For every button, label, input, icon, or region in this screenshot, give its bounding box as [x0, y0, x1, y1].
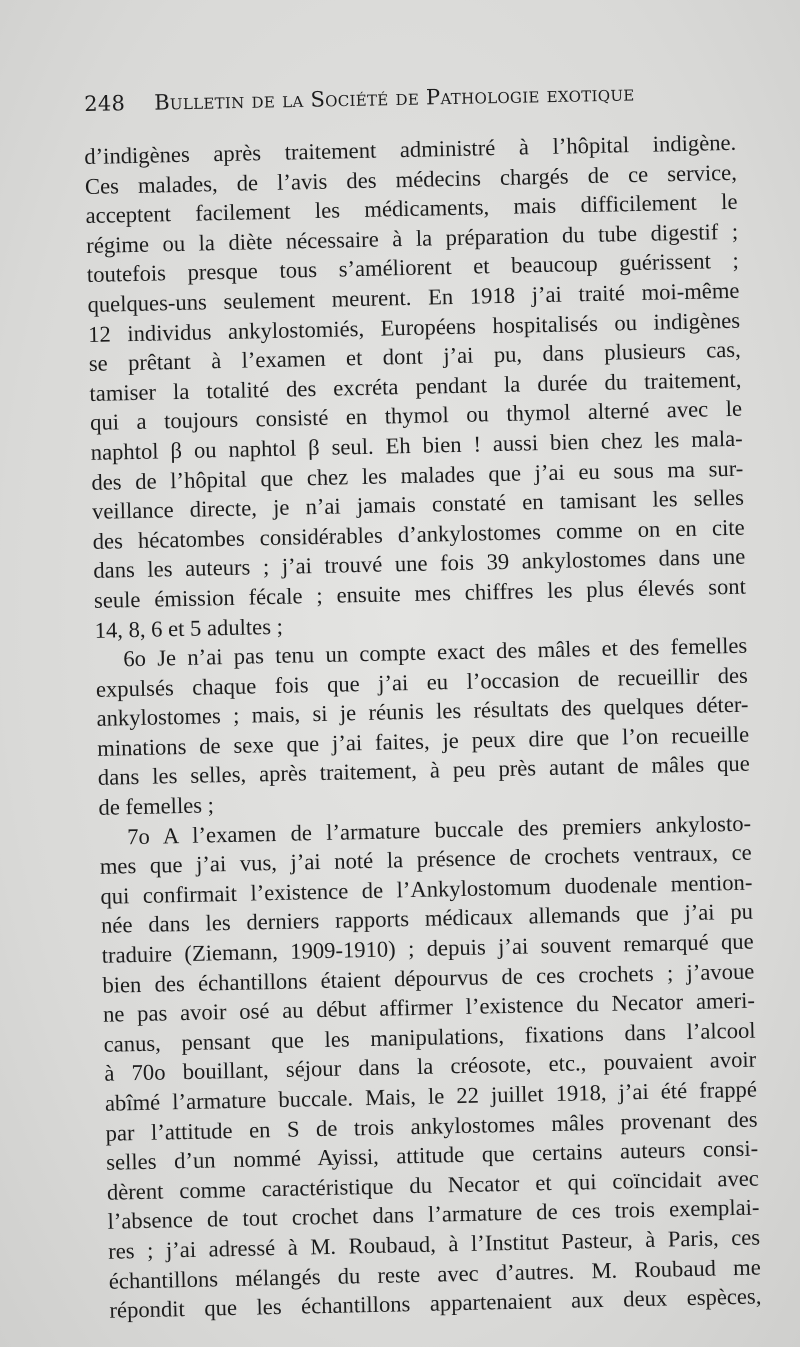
text-line: échantillons mélangés du reste avec d’autres. M. Roubaud me: [108, 1254, 761, 1294]
text-line: selles d’un nommé Ayissi, attitude que certains auteurs consi-: [105, 1135, 759, 1175]
text-line: Ces malades, de l’avis des médecins chargés de ce service,: [84, 159, 738, 199]
text-line: née dans les derniers rapports médicaux allemands que j’ai pu: [100, 899, 754, 939]
page-header: [84, 80, 724, 116]
text-line: naphtol β ou naphtol β seul. Eh bien ! aussi bien chez les mala-: [90, 425, 743, 465]
text-line: quelques-uns seulement meurent. En 1918 j’ai traité moi-même: [87, 277, 740, 317]
text-line: veillance directe, je n’ai jamais constaté en tamisant les selles: [91, 484, 745, 525]
text-line: qui a toujours consisté en thymol ou thymol alterné avec le: [89, 396, 743, 436]
text-line: acceptent facilement les médicaments, mais difficilement le: [85, 188, 738, 229]
text-line: 6o Je n’ai pas tenu un compte exact des mâles et des femelles: [123, 632, 748, 672]
text-line: à 70o bouillant, séjour dans la créosote, etc., pouvaient avoir: [104, 1046, 757, 1087]
text-line: tamiser la totalité des excréta pendant la durée du traitement,: [89, 366, 742, 406]
text-line: des hécatombes considérables d’ankylostomes comme on en cite: [92, 514, 745, 554]
running-head: Bulletin de la Société de Pathologie exotique: [153, 81, 635, 115]
text-line: de femelles ;: [98, 792, 215, 820]
text-line: seule émission fécale ; ensuite mes chiffres les plus élevés sont: [93, 573, 747, 613]
text-line: res ; j’ai adressé à M. Roubaud, à l’Institut Pasteur, à Paris, ces: [107, 1224, 761, 1264]
text-line: l’absence de tout crochet dans l’armature de ces trois exemplai-: [107, 1194, 760, 1235]
text-line: 14, 8, 6 et 5 adultes ;: [94, 613, 284, 643]
text-line: régime ou la diète nécessaire à la préparation du tube digestif ;: [85, 218, 739, 258]
text-line: dans les auteurs ; j’ai trouvé une fois 39 ankylostomes dans une: [93, 543, 746, 584]
text-line: mes que j’ai vus, j’ai noté la présence de crochets ventraux, ce: [99, 839, 752, 880]
page-number: 248: [84, 91, 126, 116]
text-line: canus, pensant que les manipulations, fixations dans l’alcool: [103, 1017, 756, 1057]
text-line: 12 individus ankylostomiés, Européens hospitalisés ou indigènes: [87, 307, 741, 347]
text-line: par l’attitude en S de trois ankylostomes mâles provenant des: [105, 1106, 758, 1146]
text-line: toutefois presque tous s’améliorent et beaucoup guérissent ;: [86, 248, 740, 288]
text-line: qui confirmait l’existence de l’Ankylostomum duodenale mention-: [100, 869, 753, 909]
text-line: ankylostomes ; mais, si je réunis les résultats des quelques déter-: [96, 691, 749, 732]
text-line: ne pas avoir osé au début affirmer l’existence du Necator ameri-: [102, 987, 756, 1028]
text-line: bien des échantillons étaient dépourvus de ces crochets ; j’avoue: [102, 958, 755, 998]
text-line: minations de sexe que j’ai faites, je peux dire que l’on recueille: [96, 721, 750, 761]
body-text: [84, 128, 762, 1326]
text-line: dans les selles, après traitement, à peu près autant de mâles que: [97, 751, 750, 791]
text-line: abîmé l’armature buccale. Mais, le 22 juillet 1918, j’ai été frappé: [104, 1076, 758, 1116]
text-line: d’indigènes après traitement administré à l’hôpital indigène.: [84, 129, 737, 169]
text-line: expulsés chaque fois que j’ai eu l’occasion de recueillir des: [95, 662, 749, 702]
text-line: dèrent comme caractéristique du Necator et qui coïncidait avec: [106, 1165, 760, 1205]
text-line: 7o A l’examen de l’armature buccale des premiers ankylosto-: [126, 810, 752, 849]
text-line: répondit que les échantillons appartenaient aux deux espèces,: [109, 1283, 762, 1323]
text-line: traduire (Ziemann, 1909-1910) ; depuis j’ai souvent remarqué que: [101, 928, 754, 968]
text-line: des de l’hôpital que chez les malades que j’ai eu sous ma sur-: [91, 455, 744, 495]
text-line: se prêtant à l’examen et dont j’ai pu, dans plusieurs cas,: [88, 336, 741, 377]
